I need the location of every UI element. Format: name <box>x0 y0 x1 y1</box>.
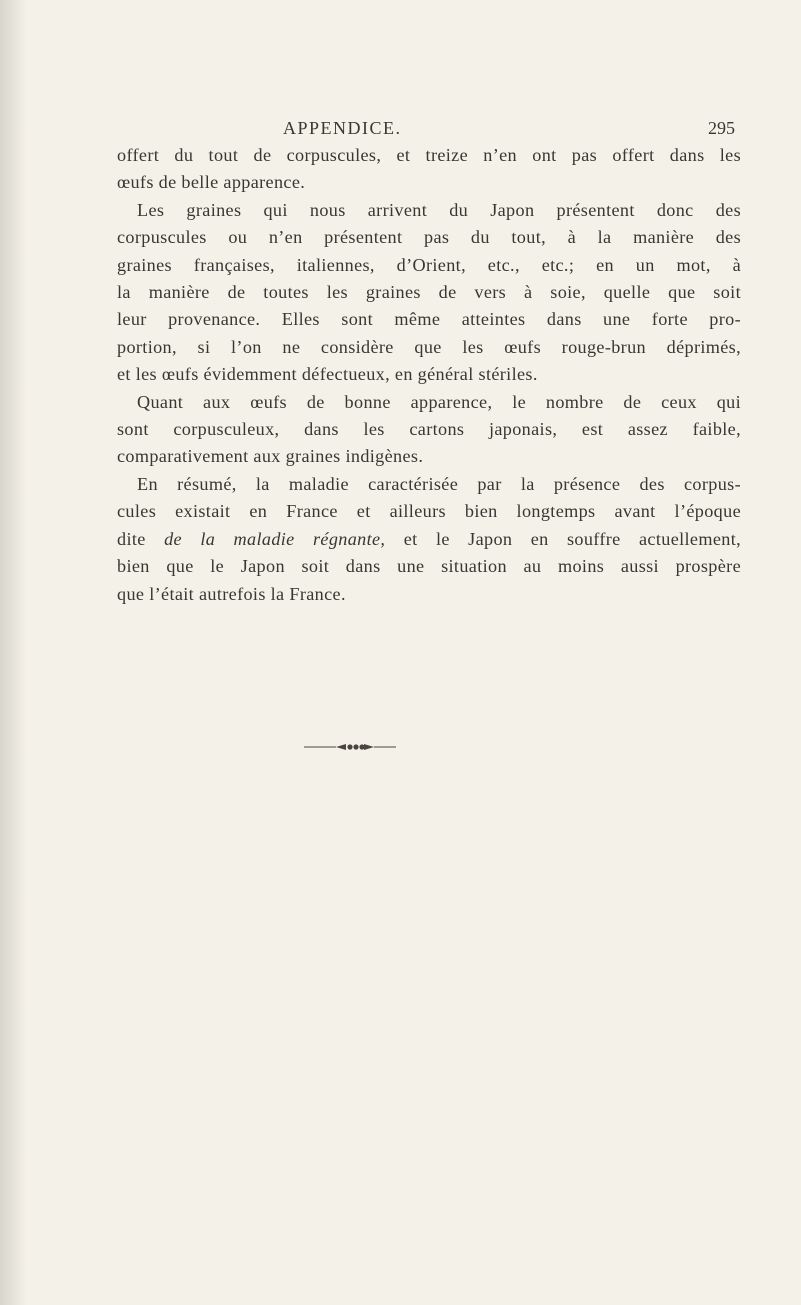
text-line: portion, si l’on ne considère que les œufs rouge-brun déprimés, <box>117 336 741 357</box>
page-number: 295 <box>708 118 735 138</box>
paragraph-start-line: Les graines qui nous arrivent du Japon présentent donc des <box>137 199 741 220</box>
text-line: comparativement aux graines indigènes. <box>117 446 424 467</box>
text-line: leur provenance. Elles sont même atteintes dans une forte pro- <box>117 309 741 330</box>
end-ornament-icon <box>302 740 398 754</box>
paragraph-start-line: En résumé, la maladie caractérisée par la présence des corpus- <box>137 473 741 494</box>
text-line: que l’était autrefois la France. <box>117 583 346 604</box>
running-head-title: APPENDICE. <box>283 118 402 138</box>
body-text <box>117 142 741 608</box>
text-line: la manière de toutes les graines de vers à soie, quelle que soit <box>117 282 741 303</box>
text-line <box>117 526 741 553</box>
paragraph-start-line: Quant aux œufs de bonne apparence, le nombre de ceux qui <box>137 391 741 412</box>
text-run: et le Japon en souffre actuellement, <box>385 528 742 549</box>
text-line: cules existait en France et ailleurs bien longtemps avant l’époque <box>117 501 741 522</box>
text-line: bien que le Japon soit dans une situation au moins aussi prospère <box>117 556 741 577</box>
text-line: offert du tout de corpuscules, et treize n’en ont pas offert dans les <box>117 145 741 165</box>
text-line: graines françaises, italiennes, d’Orient, etc., etc.; en un mot, à <box>117 254 741 275</box>
text-line: et les œufs évidemment défectueux, en général stériles. <box>117 364 538 385</box>
text-line: sont corpusculeux, dans les cartons japonais, est assez faible, <box>117 419 741 440</box>
text-run: dite <box>117 528 165 549</box>
text-line: corpuscules ou n’en présentent pas du tout, à la manière des <box>117 227 741 248</box>
italic-phrase: de la maladie régnante, <box>164 528 386 549</box>
text-line: œufs de belle apparence. <box>117 172 306 193</box>
page-edge-shadow <box>0 0 26 1305</box>
